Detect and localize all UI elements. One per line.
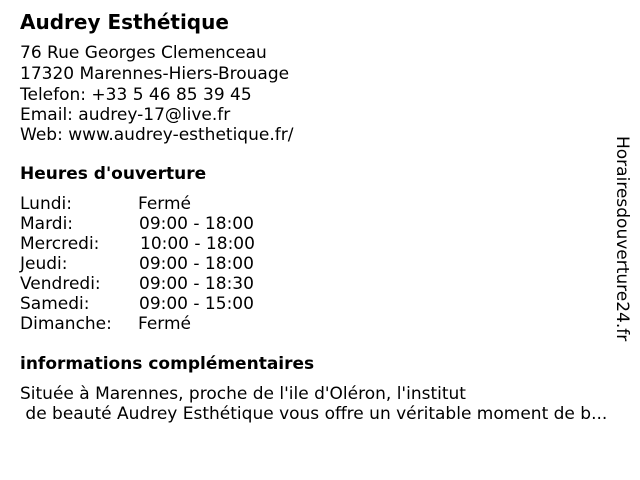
business-name: Audrey Esthétique	[20, 10, 229, 34]
day-hours: 09:00 - 18:00	[139, 254, 254, 274]
day-label: Samedi:	[20, 294, 90, 314]
description-line-1: Située à Marennes, proche de l'ile d'Oléron, l'institut	[20, 384, 466, 404]
day-hours: Fermé	[138, 194, 192, 214]
day-hours: 10:00 - 18:00	[140, 234, 255, 254]
day-hours: 09:00 - 18:00	[139, 214, 254, 234]
phone-number: Telefon: +33 5 46 85 39 45	[20, 85, 252, 105]
additional-info-heading: informations complémentaires	[20, 354, 315, 374]
address-city: 17320 Marennes-Hiers-Brouage	[20, 64, 290, 84]
email-address: Email: audrey-17@live.fr	[20, 105, 231, 125]
description-line-2: de beauté Audrey Esthétique vous offre un véritable moment de b...	[20, 404, 608, 424]
day-label: Vendredi:	[20, 274, 101, 294]
opening-hours-heading: Heures d'ouverture	[20, 164, 207, 184]
day-hours: 09:00 - 18:30	[139, 274, 254, 294]
watermark-text: Horairesdouverture24.fr	[612, 136, 632, 342]
day-hours: Fermé	[138, 314, 192, 334]
day-label: Dimanche:	[20, 314, 112, 334]
day-label: Lundi:	[20, 194, 72, 214]
day-label: Mercredi:	[20, 234, 100, 254]
address-street: 76 Rue Georges Clemenceau	[20, 43, 267, 63]
day-label: Mardi:	[20, 214, 74, 234]
day-hours: 09:00 - 15:00	[139, 294, 254, 314]
website-link[interactable]: Web: www.audrey-esthetique.fr/	[20, 125, 294, 145]
day-label: Jeudi:	[20, 254, 68, 274]
